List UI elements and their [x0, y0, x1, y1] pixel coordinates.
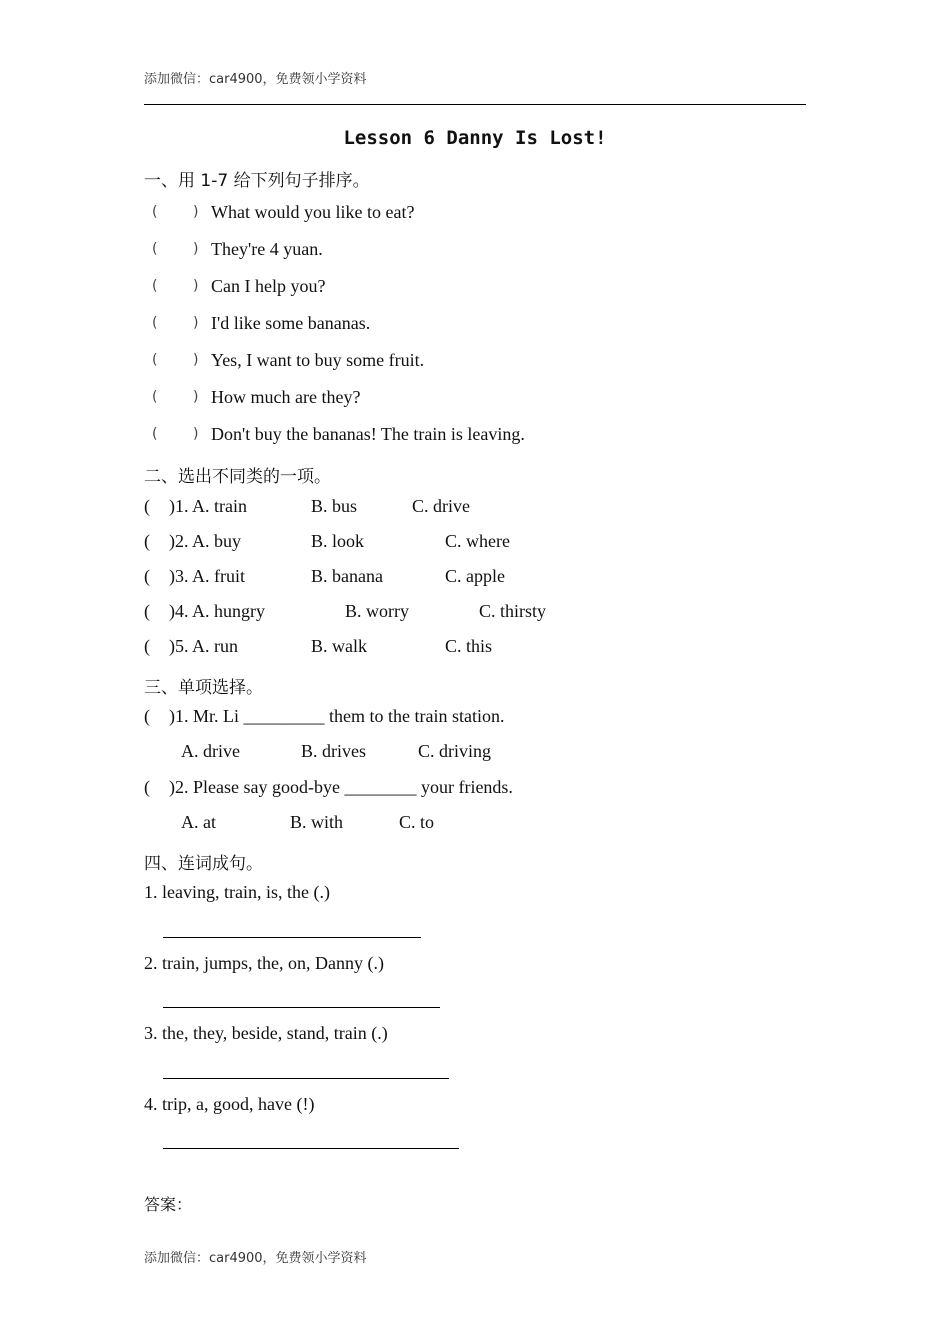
sentence-item: I'd like some bananas.	[211, 313, 371, 333]
question-option-a: A. drive	[181, 741, 240, 761]
sentence-item: How much are they?	[211, 387, 361, 407]
question-option-b: B. bus	[311, 496, 358, 516]
question-option-c: C. this	[445, 636, 493, 656]
answer-blank: )	[193, 204, 199, 220]
answer-blank: (	[144, 706, 150, 726]
question-option-b: B. worry	[345, 601, 409, 621]
answer-blank: (	[152, 352, 158, 368]
answer-blank: )	[193, 315, 199, 331]
answer-blank: (	[144, 496, 150, 516]
page-header: 添加微信：car4900，免费领小学资料	[144, 72, 367, 87]
answer-blank: )	[193, 389, 199, 405]
answer-blank: (	[144, 601, 150, 621]
answer-blank: )	[193, 241, 199, 257]
answer-blank: )	[193, 278, 199, 294]
sentence-item: What would you like to eat?	[211, 202, 415, 222]
page-footer: 添加微信：car4900，免费领小学资料	[144, 1251, 367, 1266]
question-stem: )2. Please say good-bye ________ your friends.	[169, 777, 513, 797]
answer-blank: (	[152, 278, 158, 294]
question-option-c: C. apple	[445, 566, 505, 586]
answer-blank: (	[144, 566, 150, 586]
answer-blank: (	[144, 636, 150, 656]
section1-heading: 一、用 1-7 给下列句子排序。	[144, 171, 370, 191]
answer-line	[163, 1148, 459, 1149]
answer-line	[163, 937, 421, 938]
section4-heading: 四、连词成句。	[144, 854, 263, 874]
answer-line	[163, 1007, 440, 1008]
question-option-a: )1. A. train	[169, 496, 247, 516]
answer-blank: (	[152, 204, 158, 220]
question-stem: )1. Mr. Li _________ them to the train station.	[169, 706, 505, 726]
sentence-item: Yes, I want to buy some fruit.	[211, 350, 425, 370]
question-option-a: )5. A. run	[169, 636, 238, 656]
question-option-b: B. drives	[301, 741, 366, 761]
question-option-b: B. walk	[311, 636, 367, 656]
answer-blank: (	[152, 389, 158, 405]
scrambled-words: 2. train, jumps, the, on, Danny (.)	[144, 953, 384, 973]
header-rule	[144, 104, 806, 105]
scrambled-words: 1. leaving, train, is, the (.)	[144, 882, 330, 902]
question-option-a: )2. A. buy	[169, 531, 241, 551]
answer-blank: (	[152, 315, 158, 331]
question-option-a: )3. A. fruit	[169, 566, 245, 586]
sentence-item: They're 4 yuan.	[211, 239, 323, 259]
answer-blank: )	[193, 426, 199, 442]
section2-heading: 二、选出不同类的一项。	[144, 467, 331, 487]
scrambled-words: 3. the, they, beside, stand, train (.)	[144, 1023, 388, 1043]
section3-heading: 三、单项选择。	[144, 678, 263, 698]
answer-blank: (	[152, 426, 158, 442]
sentence-item: Don't buy the bananas! The train is leaving.	[211, 424, 525, 444]
question-option-b: B. with	[290, 812, 344, 832]
question-option-b: B. look	[311, 531, 365, 551]
answer-blank: (	[152, 241, 158, 257]
question-option-a: A. at	[181, 812, 216, 832]
answer-blank: (	[144, 531, 150, 551]
question-option-c: C. drive	[412, 496, 470, 516]
answer-blank: )	[193, 352, 199, 368]
answer-blank: (	[144, 777, 150, 797]
question-option-c: C. driving	[418, 741, 492, 761]
question-option-c: C. thirsty	[479, 601, 547, 621]
answer-label: 答案：	[144, 1195, 193, 1214]
question-option-a: )4. A. hungry	[169, 601, 265, 621]
question-option-c: C. where	[445, 531, 510, 551]
worksheet-title: Lesson 6 Danny Is Lost!	[343, 127, 607, 149]
question-option-c: C. to	[399, 812, 435, 832]
sentence-item: Can I help you?	[211, 276, 326, 296]
scrambled-words: 4. trip, a, good, have (!)	[144, 1094, 315, 1114]
answer-line	[163, 1078, 449, 1079]
question-option-b: B. banana	[311, 566, 383, 586]
